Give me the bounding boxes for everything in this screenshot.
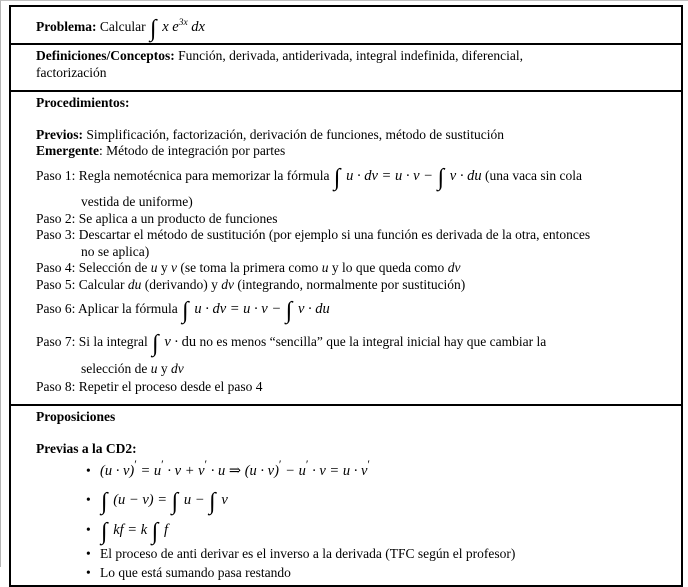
paso-row-4: Paso 4: Selección de u y v (se toma la primera como u y lo que queda como dv bbox=[36, 260, 461, 275]
paso-label: Paso 2: bbox=[36, 210, 76, 226]
paso-row-7: Paso 7: Si la integral ∫ v · du no es menos “sencilla” que la integral inicial hay que cambiar la bbox=[36, 331, 547, 357]
paso-row-3-cont: no se aplica) bbox=[81, 243, 150, 259]
proposicion-bullet-4: • El proceso de anti derivar es el inverso a la derivada (TFC según el profesor) bbox=[36, 545, 673, 564]
definiciones-line2: factorización bbox=[36, 64, 107, 80]
paso-label: Paso 3: bbox=[36, 227, 76, 242]
row-procedimientos bbox=[11, 92, 681, 406]
paso-row-1-cont: vestida de uniforme) bbox=[81, 193, 193, 209]
paso6-formula: ∫ u · dv = u · v − ∫ v · du bbox=[182, 298, 330, 324]
row-problema bbox=[11, 7, 681, 45]
paso-label: Paso 7: bbox=[36, 334, 76, 349]
bullet-icon: • bbox=[86, 522, 91, 537]
proposicion-bullet-3 bbox=[36, 515, 673, 545]
bullet-icon: • bbox=[86, 564, 91, 580]
paso-row-7-cont: selección de u y dv bbox=[81, 361, 184, 376]
paso-label: Paso 4: bbox=[36, 260, 76, 275]
paso-row-1: Paso 1: Regla nemotécnica para memorizar la fórmula ∫ u · dv = u · v − ∫ v · du (una vaca sin cola bbox=[36, 164, 583, 191]
paso-row-8: Paso 8: Repetir el proceso desde el paso 4 bbox=[36, 379, 263, 394]
bullet-icon: • bbox=[86, 492, 91, 507]
paso-label: Paso 8: bbox=[36, 379, 76, 394]
row-proposiciones bbox=[11, 406, 681, 585]
bullet-icon: • bbox=[86, 463, 91, 478]
previos-line: Previos: Simplificación, factorización, derivación de funciones, método de sustitución bbox=[36, 126, 504, 142]
worksheet-table bbox=[9, 5, 683, 587]
proposicion-bullet-1 bbox=[36, 457, 673, 485]
previos-label: Previos: bbox=[36, 126, 83, 142]
definiciones-line1: Definiciones/Conceptos: Función, derivada, antiderivada, integral indefinida, diferencial, bbox=[36, 48, 523, 63]
proposicion-bullet-5: • Lo que está sumando pasa restando bbox=[36, 564, 673, 583]
spacer bbox=[36, 426, 673, 441]
problema-label: Problema: bbox=[36, 18, 97, 34]
proposiciones-heading: Proposiciones bbox=[36, 409, 116, 424]
paso-label: Paso 1: bbox=[36, 167, 76, 183]
previas-heading: Previas a la CD2: bbox=[36, 440, 137, 456]
paso-label: Paso 5: bbox=[36, 276, 76, 292]
integral-constant-formula: ∫ kf = k ∫ f bbox=[101, 519, 168, 545]
definiciones-label: Definiciones/Conceptos: bbox=[36, 48, 175, 63]
problema-formula: ∫ x $e^{3x}$ dx bbox=[149, 15, 205, 42]
paso1-formula: ∫ u · dv = u · v − ∫ v · du bbox=[333, 164, 482, 191]
spacer bbox=[36, 112, 673, 127]
paso-row-5: Paso 5: Calcular du (derivando) y dv (integrando, normalmente por sustitución) bbox=[36, 276, 466, 292]
bullet-icon: • bbox=[86, 546, 91, 561]
paso-row-6: Paso 6: Aplicar la fórmula ∫ u · dv = u · v − ∫ v · du bbox=[36, 298, 330, 324]
paso-row-3: Paso 3: Descartar el método de sustitución (por ejemplo si una función es derivada de la otra, entonces bbox=[36, 227, 591, 242]
emergente-line: Emergente: Método de integración por partes bbox=[36, 143, 286, 158]
paso-row-2: Paso 2: Se aplica a un producto de funciones bbox=[36, 210, 278, 226]
row-definiciones bbox=[11, 45, 681, 92]
problema-text: Calcular bbox=[99, 18, 146, 34]
procedimientos-heading: Procedimientos: bbox=[36, 95, 130, 110]
proposicion-bullet-2 bbox=[36, 485, 673, 515]
derivative-product-rule-formula: (u · v)′ = u′ · v + v′ · u ⇒ (u · v)′ − u′ · v = u · v′ bbox=[100, 457, 370, 479]
emergente-label: Emergente bbox=[36, 143, 99, 158]
paso7-formula: ∫ v · du bbox=[152, 331, 197, 357]
integral-difference-formula: ∫ (u − v) = ∫ u − ∫ v bbox=[101, 489, 228, 515]
paso-label: Paso 6: bbox=[36, 301, 76, 316]
